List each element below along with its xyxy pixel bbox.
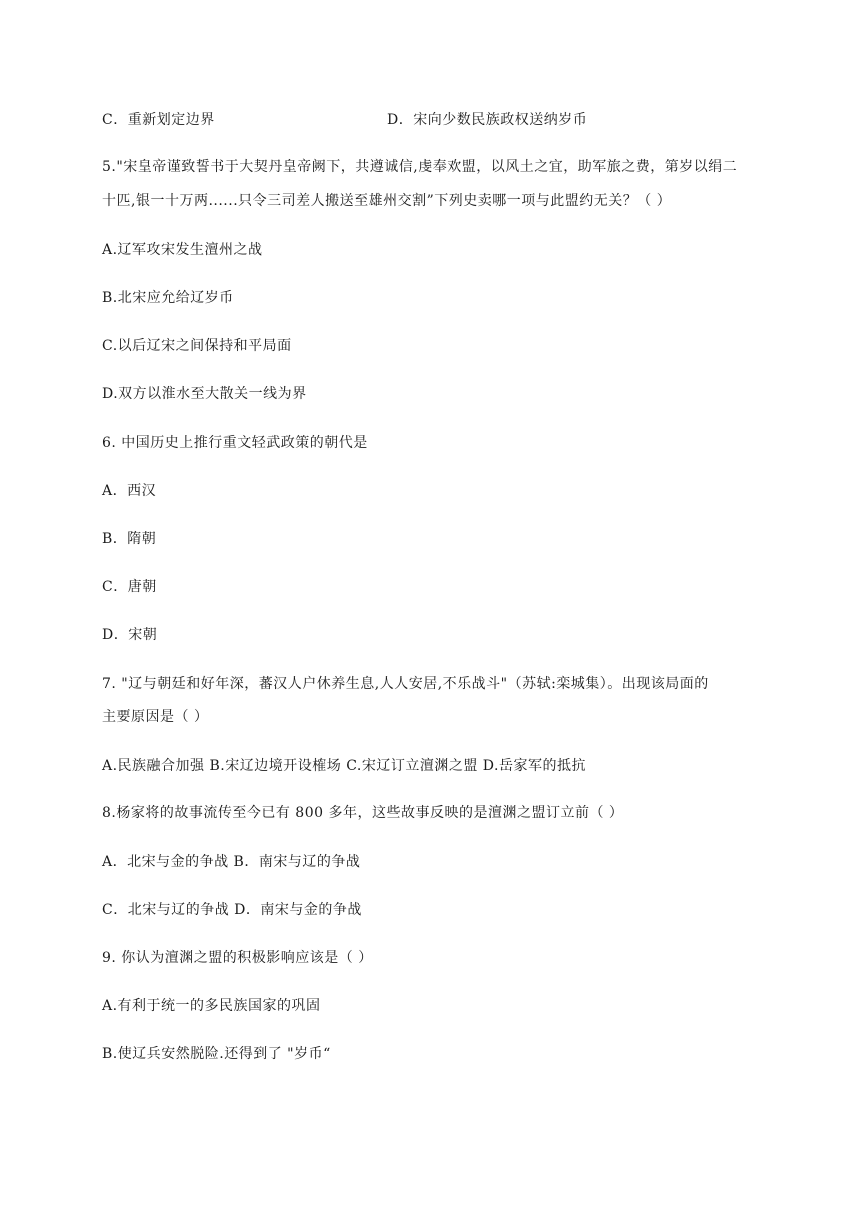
q6-option-d: D．宋朝 [102, 627, 158, 643]
q9-stem: 9. 你认为澶渊之盟的积极影响应该是（ ） [102, 950, 373, 966]
q5-option-c: C.以后辽宋之间保持和平局面 [102, 338, 292, 354]
q5-option-a: A.辽军攻宋发生澶州之战 [102, 242, 263, 258]
q6-option-a: A．西汉 [102, 483, 157, 499]
q9-option-b: B.使辽兵安然脱险.还得到了 "岁币“ [102, 1046, 331, 1062]
q8-options-ab: A．北宋与金的争战 B．南宋与辽的争战 [102, 854, 361, 870]
q9-option-a: A.有利于统一的多民族国家的巩固 [102, 998, 321, 1014]
q7-stem-line-1: 7. "辽与朝廷和好年深，蕃汉人户休养生息,人人安居,不乐战斗"（苏轼:栾城集）。出现该局面的 [102, 676, 709, 692]
q5-option-b: B.北宋应允给辽岁币 [102, 290, 234, 306]
q7-stem-line-2: 主要原因是（ ） [102, 709, 209, 725]
q8-options-cd: C．北宋与辽的争战 D．南宋与金的争战 [102, 902, 362, 918]
q6-stem: 6. 中国历史上推行重文轻武政策的朝代是 [102, 435, 368, 451]
q4-cd-options [102, 110, 588, 130]
q7-options: A.民族融合加强 B.宋辽边境开设榷场 C.宋辽订立澶渊之盟 D.岳家军的抵抗 [102, 758, 586, 774]
q6-option-c: C．唐朝 [102, 579, 157, 595]
q5-stem-line-2: 十匹,银一十万两......只令三司差人搬送至雄州交割”下列史卖哪一项与此盟约无关？（ ） [102, 193, 672, 209]
q4-option-d: D．宋向少数民族政权送纳岁币 [387, 112, 588, 128]
q6-option-b: B．隋朝 [102, 531, 157, 547]
q5-stem-line-1: 5."宋皇帝谨致誓书于大契丹皇帝阙下，共遵诚信,虔奉欢盟，以风土之宜，助军旅之费，第岁以绢二 [102, 159, 738, 175]
q4-option-c: C．重新划定边界 [102, 112, 215, 128]
q5-option-d: D.双方以淮水至大散关一线为界 [102, 386, 307, 402]
q8-stem: 8.杨家将的故事流传至今已有 800 多年，这些故事反映的是澶渊之盟订立前（ ） [102, 805, 624, 821]
